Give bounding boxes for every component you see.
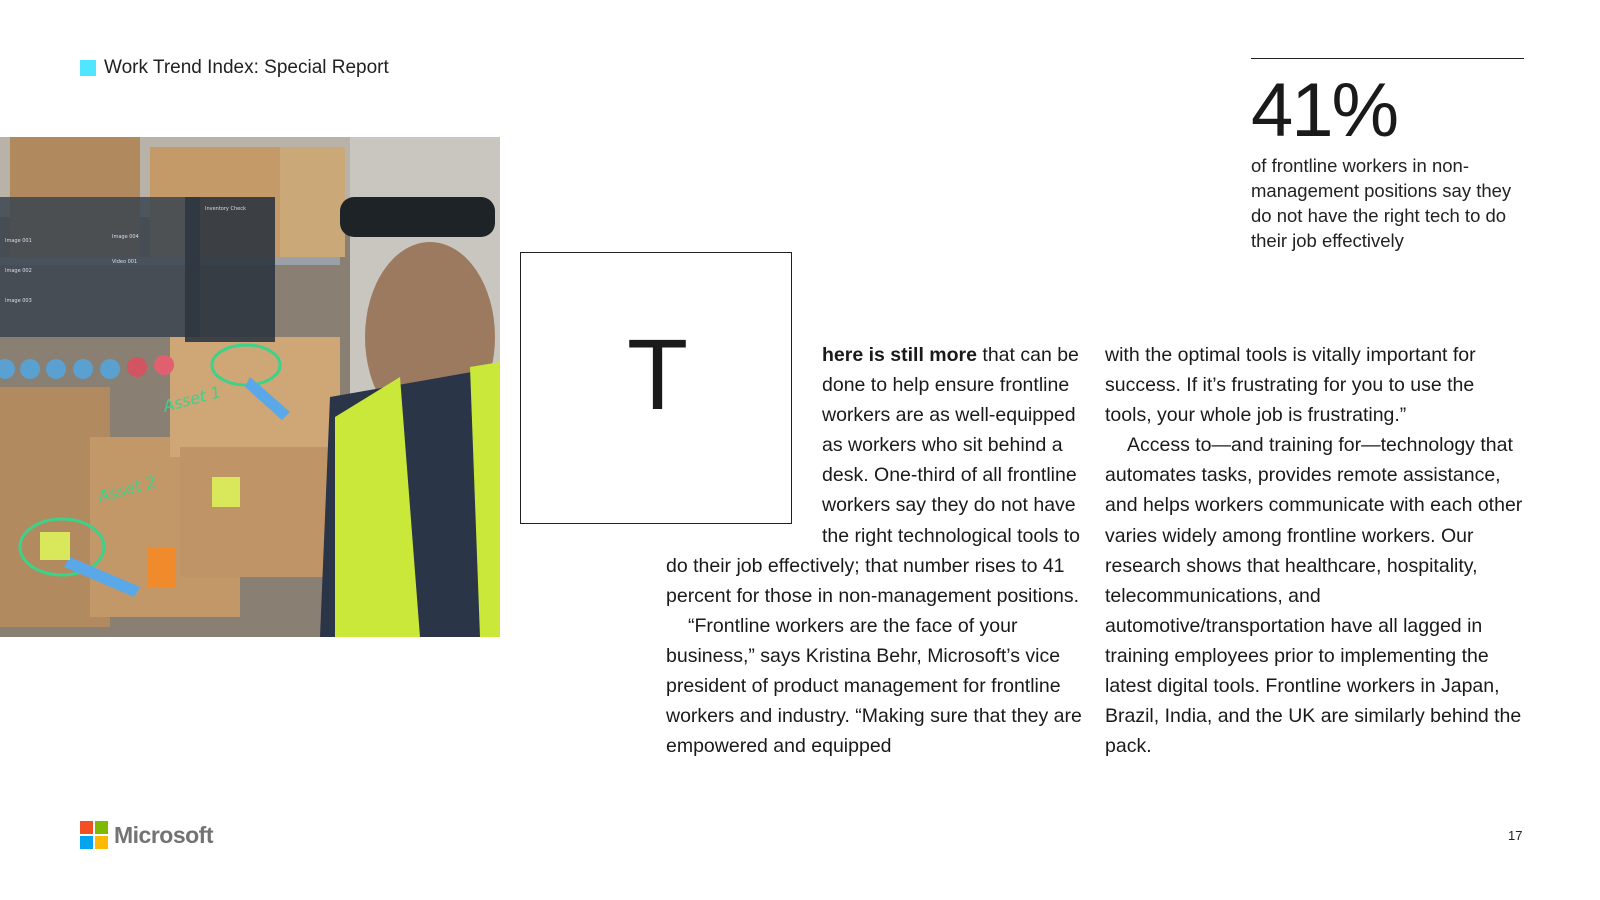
ms-red-square (80, 821, 93, 834)
lead-rest: that can be done to help ensure frontline workers are as well-equipped as workers who sit behind a desk. One-third of all frontline workers say they do not have the right technological tools to do their job effectively; that number rises to 41 percent for those in non-management positions. (666, 344, 1080, 607)
hero-photo (0, 137, 500, 637)
microsoft-windows-icon (80, 821, 108, 849)
dropcap-spacer (666, 340, 822, 550)
report-header (80, 57, 389, 79)
article-column-1 (666, 340, 1086, 761)
report-title: Work Trend Index: Special Report (104, 57, 389, 78)
stat-description: of frontline workers in non-management positions say they do not have the right tech to do their job effectively (1251, 155, 1512, 251)
panel-item: Image 003 (5, 298, 32, 304)
lead-bold: here is still more (822, 344, 977, 366)
dropcap-letter: T (627, 319, 689, 431)
article-para-2-cont: with the optimal tools is vitally important for success. If it’s frustrating for you to use the tools, your whole job is frustrating.” (1105, 344, 1476, 427)
article-column-2 (1105, 340, 1525, 761)
ms-green-square (95, 821, 108, 834)
panel-item: Video 001 (112, 259, 138, 265)
panel-title: Inventory Check (205, 206, 246, 212)
brand-name: Microsoft (114, 821, 213, 848)
annotation-asset-1: Asset 1 (161, 382, 224, 416)
stat-callout (1251, 58, 1524, 253)
annotation-asset-2: Asset 2 (96, 472, 159, 506)
stat-value: 41% (1251, 68, 1398, 153)
accent-square-icon (80, 60, 96, 76)
ms-yellow-square (95, 836, 108, 849)
panel-item: Image 001 (5, 238, 32, 244)
article-para-3: Access to—and training for—technology that automates tasks, provides remote assistance, and helps workers communicate with each other varies widely among frontline workers. Our research shows that healthcare, hospitality, telecommunications, and automotive/transportation have all lagged in training employees prior to implementing the latest digital tools. Frontline workers in Japan, Brazil, India, and the UK are similarly behind the pack. (1105, 434, 1523, 758)
microsoft-logo (80, 821, 213, 849)
page-number: 17 (1508, 828, 1523, 843)
stat-divider (1251, 58, 1524, 59)
panel-item: Image 004 (112, 234, 139, 240)
article-para-2: “Frontline workers are the face of your business,” says Kristina Behr, Microsoft’s vice president of product management for frontline workers and industry. “Making sure that they are empowered and equipped (666, 614, 1082, 758)
ms-blue-square (80, 836, 93, 849)
panel-item: Image 002 (5, 268, 32, 274)
